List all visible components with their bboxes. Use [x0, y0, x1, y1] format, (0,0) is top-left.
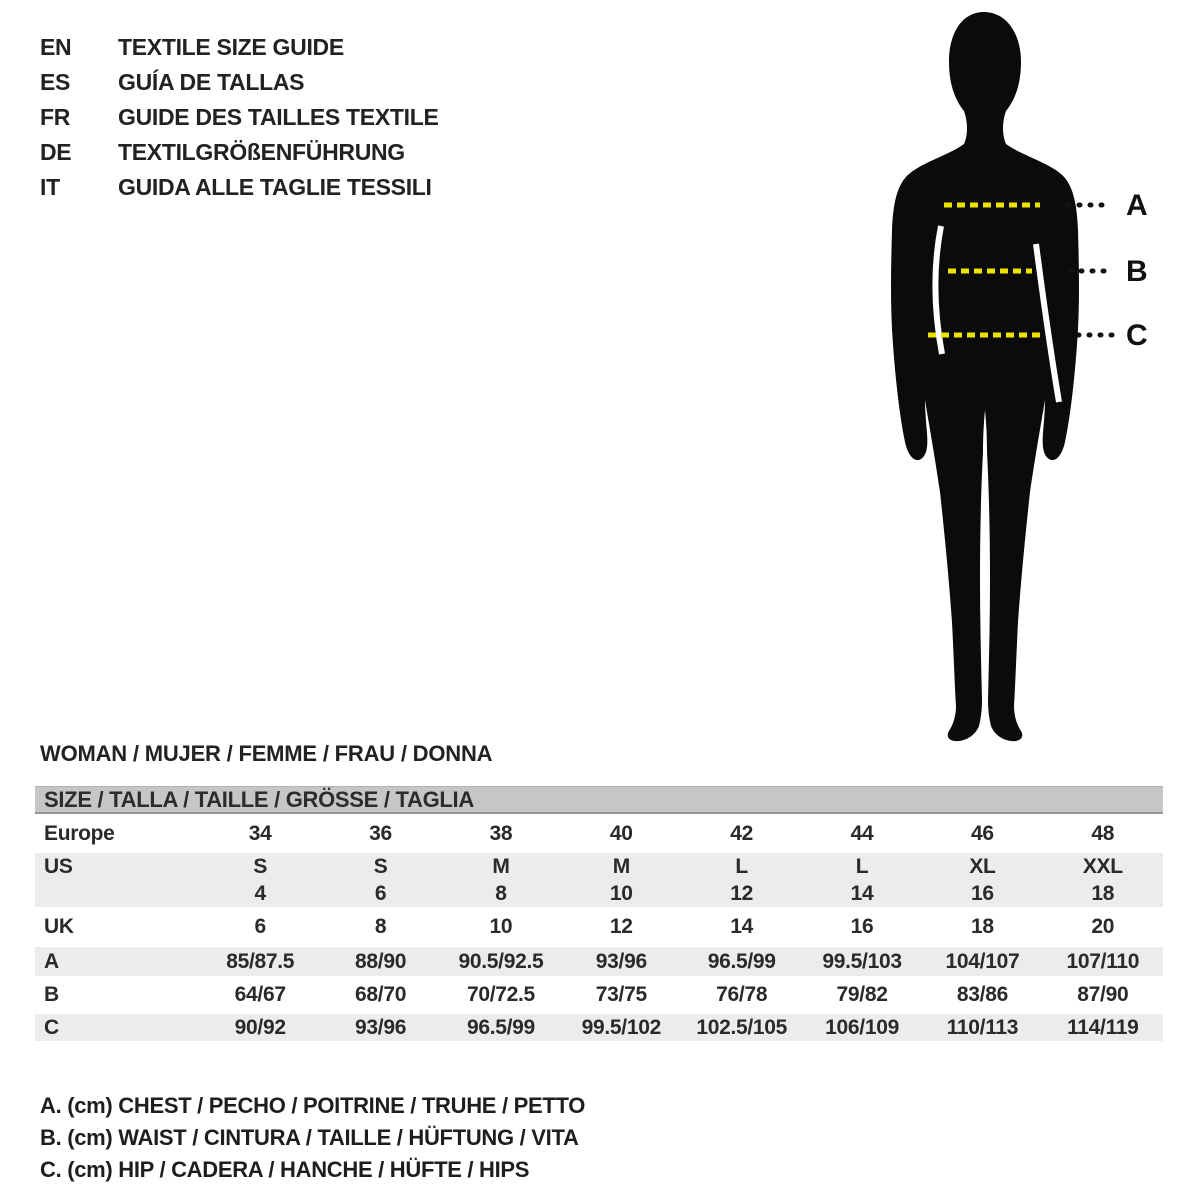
- table-cell: 20: [1091, 915, 1115, 938]
- language-title: TEXTILE SIZE GUIDE: [118, 34, 344, 60]
- language-title: TEXTILGRÖßENFÜHRUNG: [118, 139, 405, 165]
- table-cell: 40: [609, 821, 633, 845]
- table-cell: 14: [730, 915, 754, 938]
- table-cell: 106/109: [825, 1015, 899, 1039]
- language-row-it: [40, 170, 439, 205]
- row-label: C: [44, 1015, 59, 1039]
- language-title: GUIDE DES TAILLES TEXTILE: [118, 104, 439, 130]
- table-cell: 79/82: [836, 983, 888, 1006]
- language-code: FR: [40, 104, 71, 130]
- table-cell: 88/90: [355, 949, 407, 973]
- table-cell: 85/87.5: [226, 949, 295, 973]
- table-cell: 38: [489, 821, 513, 845]
- language-title: GUIDA ALLE TAGLIE TESSILI: [118, 174, 432, 200]
- table-cell: 68/70: [355, 983, 407, 1006]
- table-cell: 10: [609, 881, 633, 905]
- table-row-europe: [35, 814, 1163, 853]
- language-code: IT: [40, 174, 60, 200]
- table-cell: 18: [971, 915, 994, 938]
- table-cell: 34: [248, 821, 272, 845]
- table-cell: 16: [971, 881, 994, 905]
- table-cell: 4: [254, 881, 266, 905]
- table-cell: 73/75: [595, 983, 647, 1006]
- language-title: GUÍA DE TALLAS: [118, 69, 305, 95]
- table-cell: 90.5/92.5: [458, 949, 544, 973]
- table-cell: 10: [489, 915, 513, 938]
- table-cell: 14: [850, 881, 874, 905]
- table-cell: M: [492, 854, 510, 878]
- table-cell: 102.5/105: [696, 1015, 788, 1039]
- table-cell: 93/96: [355, 1015, 407, 1039]
- table-cell: 8: [495, 881, 507, 905]
- table-cell: L: [855, 854, 869, 878]
- table-cell: 90/92: [234, 1015, 286, 1039]
- table-cell: 64/67: [234, 983, 286, 1006]
- section-heading: WOMAN / MUJER / FEMME / FRAU / DONNA: [40, 741, 493, 766]
- table-cell: 110/113: [946, 1015, 1019, 1039]
- marker-label-c: C: [1126, 319, 1148, 352]
- table-cell: 93/96: [595, 949, 647, 973]
- language-code: ES: [40, 69, 71, 95]
- table-row-waist: [35, 976, 1163, 1014]
- table-cell: 36: [369, 821, 392, 845]
- table-cell: XXL: [1082, 854, 1123, 878]
- table-row-us-numeric: [35, 880, 1163, 907]
- measurement-legend: [40, 1090, 585, 1186]
- table-cell: 76/78: [716, 983, 768, 1006]
- table-cell: 42: [730, 821, 754, 845]
- table-cell: S: [373, 854, 388, 878]
- measurement-figure: [880, 0, 1200, 760]
- table-cell: 99.5/103: [822, 949, 902, 973]
- table-cell: 96.5/99: [707, 949, 776, 973]
- table-cell: 12: [609, 915, 633, 938]
- marker-label-a: A: [1126, 189, 1148, 222]
- language-code: EN: [40, 34, 72, 60]
- row-label: US: [44, 854, 73, 878]
- marker-label-b: B: [1126, 255, 1148, 288]
- language-code: DE: [40, 139, 72, 165]
- language-row-de: [40, 135, 439, 170]
- row-label: B: [44, 983, 59, 1006]
- table-row-uk: [35, 907, 1163, 947]
- table-cell: 107/110: [1066, 949, 1140, 973]
- table-cell: 44: [850, 821, 874, 845]
- legend-line-chest: A. (cm) CHEST / PECHO / POITRINE / TRUHE / PETTO: [40, 1093, 586, 1118]
- legend-line-hip: C. (cm) HIP / CADERA / HANCHE / HÜFTE / HIPS: [40, 1157, 530, 1182]
- table-row-hip: [35, 1014, 1163, 1041]
- woman-silhouette: [891, 12, 1079, 741]
- table-row-us: [35, 853, 1163, 880]
- table-cell: 6: [374, 881, 387, 905]
- language-row-es: [40, 65, 439, 100]
- row-label: Europe: [44, 821, 115, 845]
- size-table: [35, 786, 1163, 1041]
- table-cell: 12: [730, 881, 754, 905]
- table-cell: 87/90: [1077, 983, 1129, 1006]
- language-row-en: [40, 30, 439, 65]
- table-cell: L: [735, 854, 748, 878]
- table-cell: 8: [374, 915, 387, 938]
- table-cell: 6: [254, 915, 266, 938]
- table-cell: 48: [1091, 821, 1115, 845]
- language-row-fr: [40, 100, 439, 135]
- table-cell: 99.5/102: [581, 1015, 661, 1039]
- table-cell: 83/86: [956, 983, 1008, 1006]
- table-cell: 114/119: [1067, 1015, 1139, 1039]
- language-guide-block: [40, 30, 439, 205]
- size-table-body: [35, 814, 1163, 1041]
- table-cell: 16: [850, 915, 874, 938]
- legend-line-waist: B. (cm) WAIST / CINTURA / TAILLE / HÜFTUNG / VITA: [40, 1125, 579, 1150]
- row-label: UK: [44, 915, 74, 938]
- table-cell: 96.5/99: [466, 1015, 535, 1039]
- table-cell: 104/107: [945, 949, 1020, 973]
- table-cell: 46: [971, 821, 994, 845]
- table-cell: 70/72.5: [466, 983, 535, 1006]
- table-cell: S: [253, 854, 268, 878]
- table-row-chest: [35, 947, 1163, 976]
- woman-silhouette-svg: [880, 0, 1200, 760]
- size-table-header: SIZE / TALLA / TAILLE / GRÖSSE / TAGLIA: [35, 786, 1163, 814]
- table-cell: XL: [969, 854, 996, 878]
- row-label: A: [44, 949, 59, 973]
- table-cell: 18: [1091, 881, 1115, 905]
- table-cell: M: [612, 854, 630, 878]
